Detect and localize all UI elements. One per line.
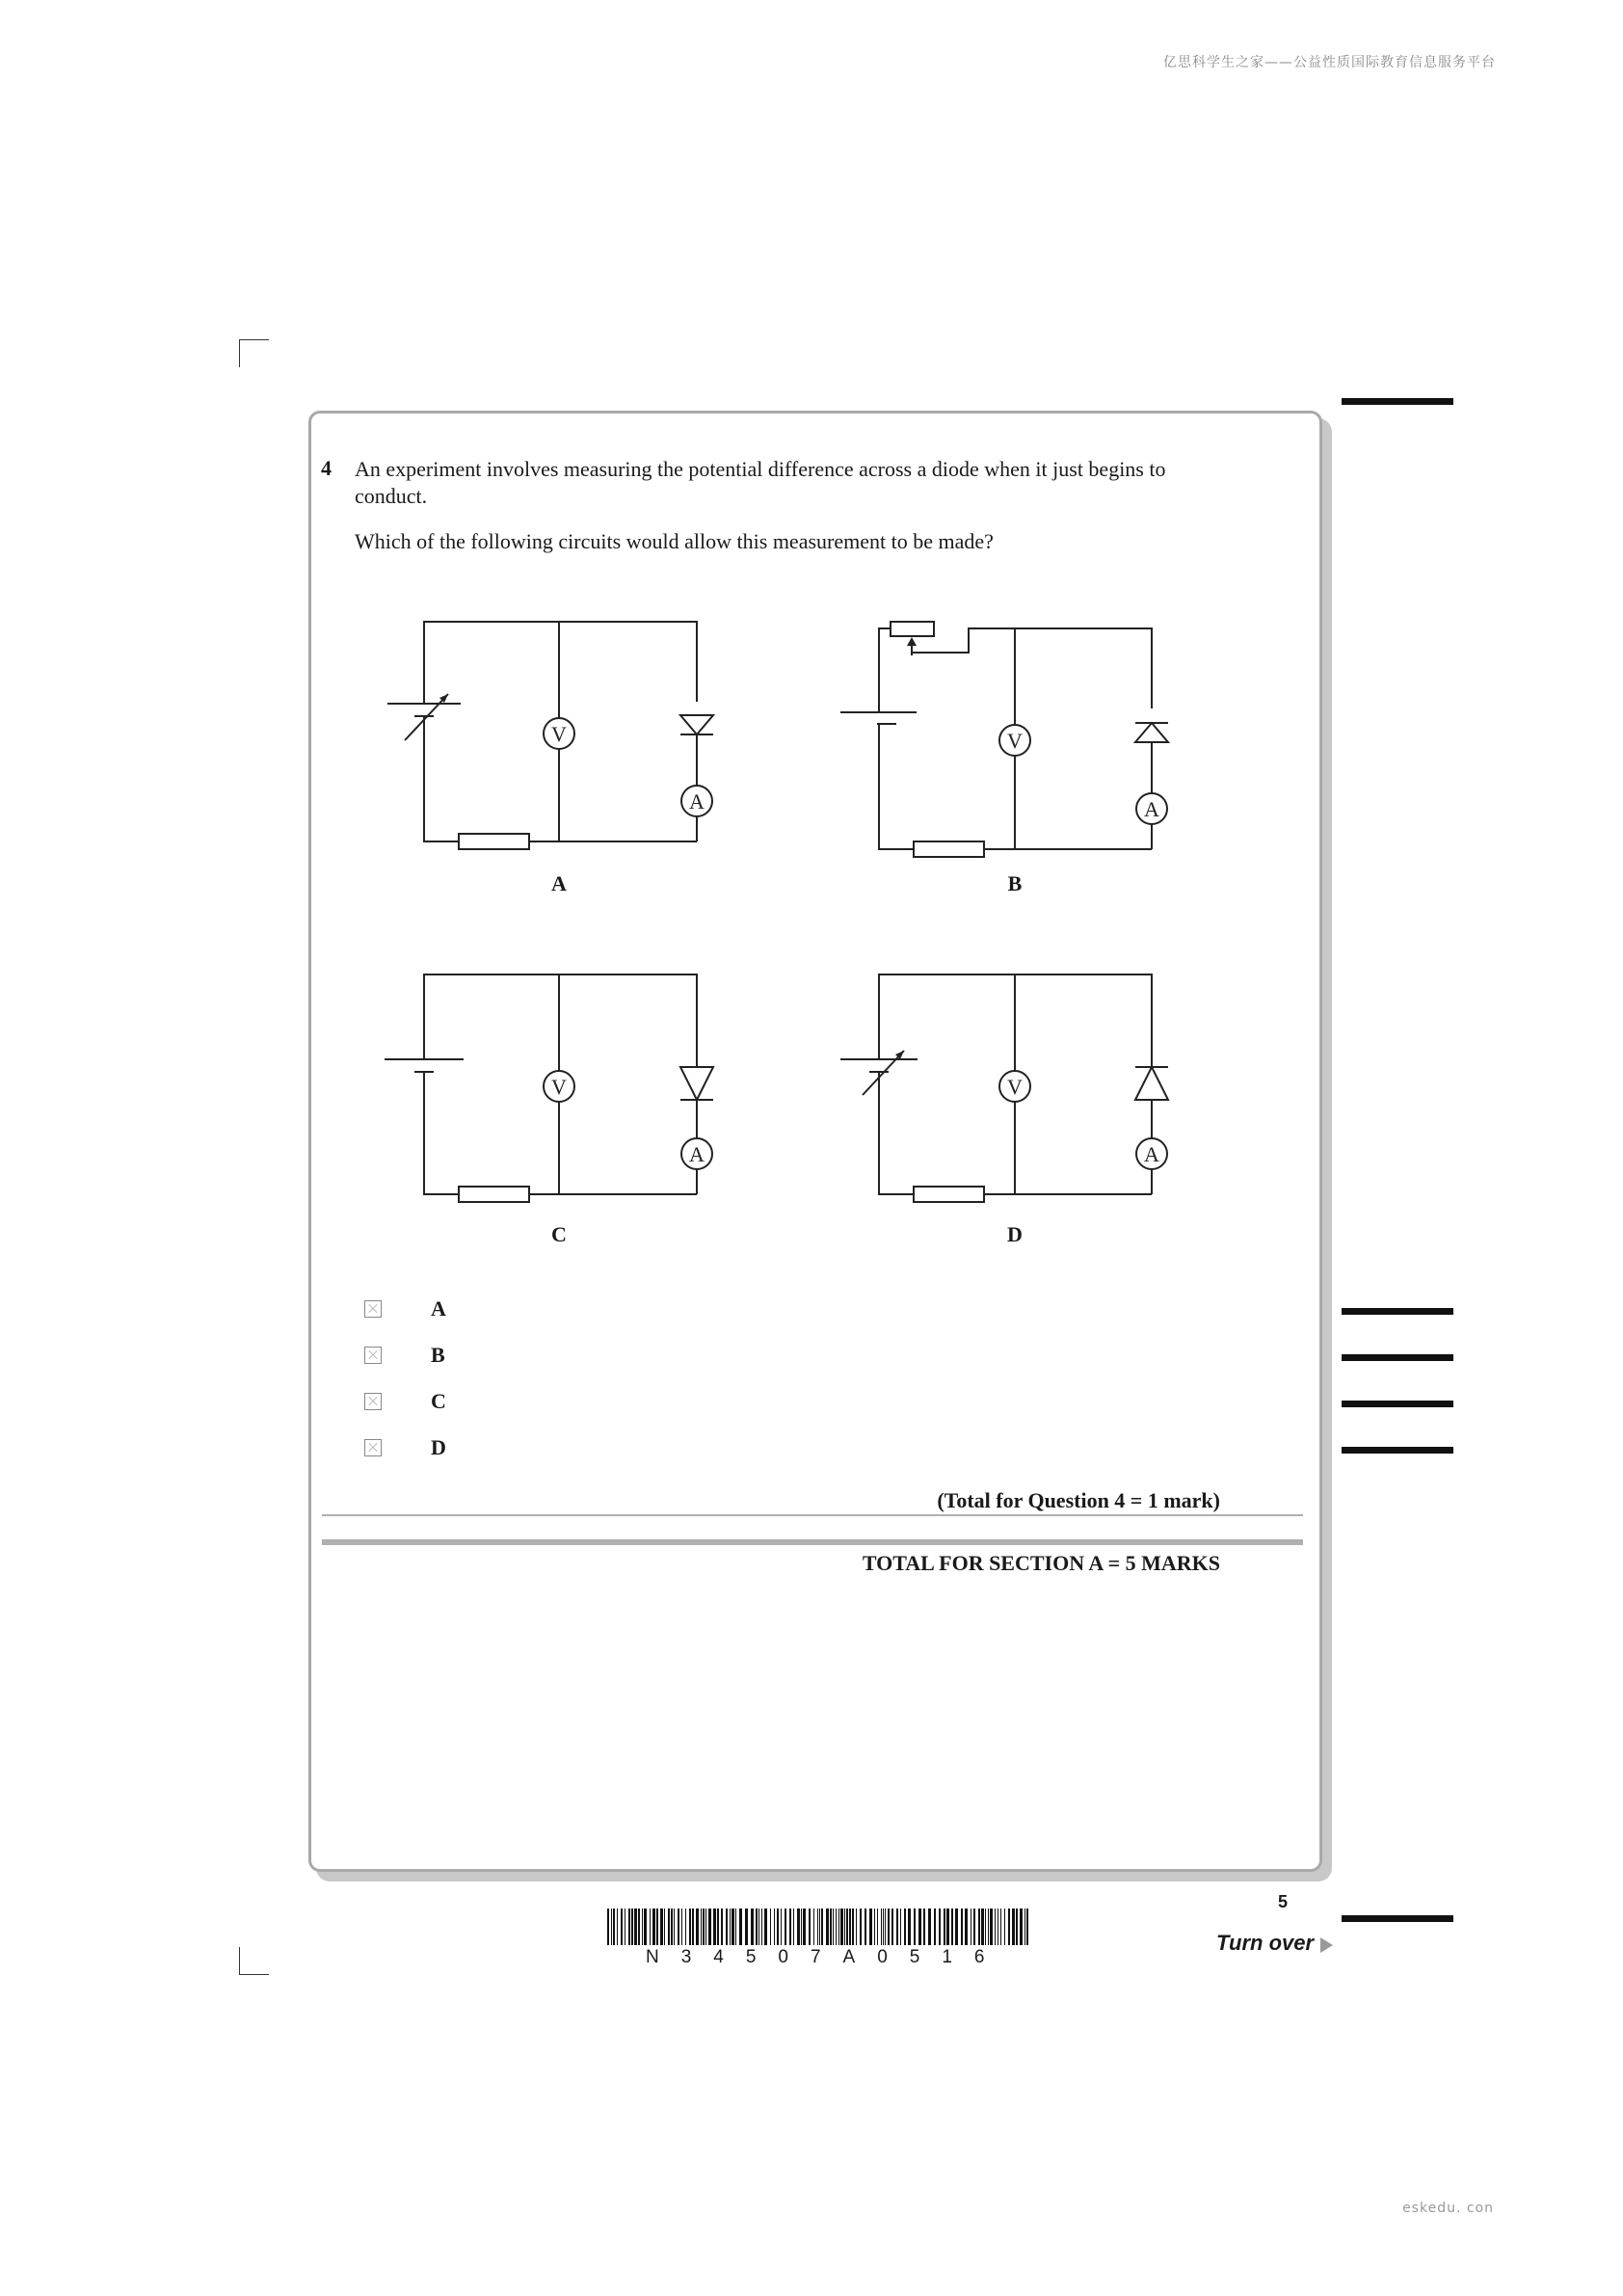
divider-thick (322, 1539, 1303, 1545)
circuit-b-label: B (1007, 871, 1023, 895)
divider (322, 1514, 1303, 1516)
question-number: 4 (321, 456, 332, 480)
circuit-b-voltmeter-label: V (1007, 729, 1023, 753)
circuit-d-label: D (1007, 1222, 1023, 1246)
margin-bar (1342, 398, 1453, 405)
barcode-text: N34507A0516 (646, 1947, 1007, 1967)
barcode (607, 1909, 1031, 1947)
circuit-c-label: C (551, 1222, 567, 1246)
circuit-a-diagram (366, 607, 732, 858)
question-text: An experiment involves measuring the potential difference across a diode when it just begins to conduct. (355, 457, 1166, 508)
crop-mark-bottom-left (239, 1947, 269, 1975)
option-c-checkbox[interactable] (364, 1393, 382, 1410)
circuit-b-diagram (819, 607, 1185, 858)
turn-over-label: Turn over (1216, 1931, 1315, 1955)
crop-mark-top-left (239, 339, 269, 367)
circuit-a-voltmeter-label: V (551, 722, 567, 746)
option-b-label: B (431, 1343, 445, 1367)
question-prompt: Which of the following circuits would allow this measurement to be made? (355, 529, 994, 553)
option-c-label: C (431, 1389, 446, 1413)
option-a-label: A (431, 1296, 446, 1321)
option-d-label: D (431, 1435, 446, 1459)
circuit-a-ammeter-label: A (689, 789, 705, 814)
circuit-c-diagram (366, 958, 732, 1209)
circuit-c-ammeter-label: A (689, 1142, 705, 1166)
margin-bar (1342, 1308, 1453, 1315)
circuit-d-diagram (819, 958, 1185, 1209)
page-number: 5 (1278, 1892, 1289, 1911)
margin-bar (1342, 1401, 1453, 1407)
margin-bar (1342, 1447, 1453, 1454)
option-b-checkbox[interactable] (364, 1347, 382, 1364)
circuit-b-ammeter-label: A (1144, 797, 1159, 821)
circuit-a-label: A (551, 871, 567, 895)
question-total: (Total for Question 4 = 1 mark) (937, 1488, 1220, 1512)
circuit-c-voltmeter-label: V (551, 1075, 567, 1099)
margin-bar (1342, 1354, 1453, 1361)
circuit-d-voltmeter-label: V (1007, 1075, 1023, 1099)
margin-bar (1342, 1915, 1453, 1922)
option-a-checkbox[interactable] (364, 1300, 382, 1318)
turn-over-arrow-icon (1320, 1937, 1333, 1953)
circuit-d-ammeter-label: A (1144, 1142, 1159, 1166)
watermark-top: 亿思科学生之家——公益性质国际教育信息服务平台 (1163, 55, 1496, 70)
option-d-checkbox[interactable] (364, 1439, 382, 1456)
section-total: TOTAL FOR SECTION A = 5 MARKS (862, 1551, 1220, 1575)
watermark-bottom: eskedu. con (1402, 2201, 1494, 2216)
